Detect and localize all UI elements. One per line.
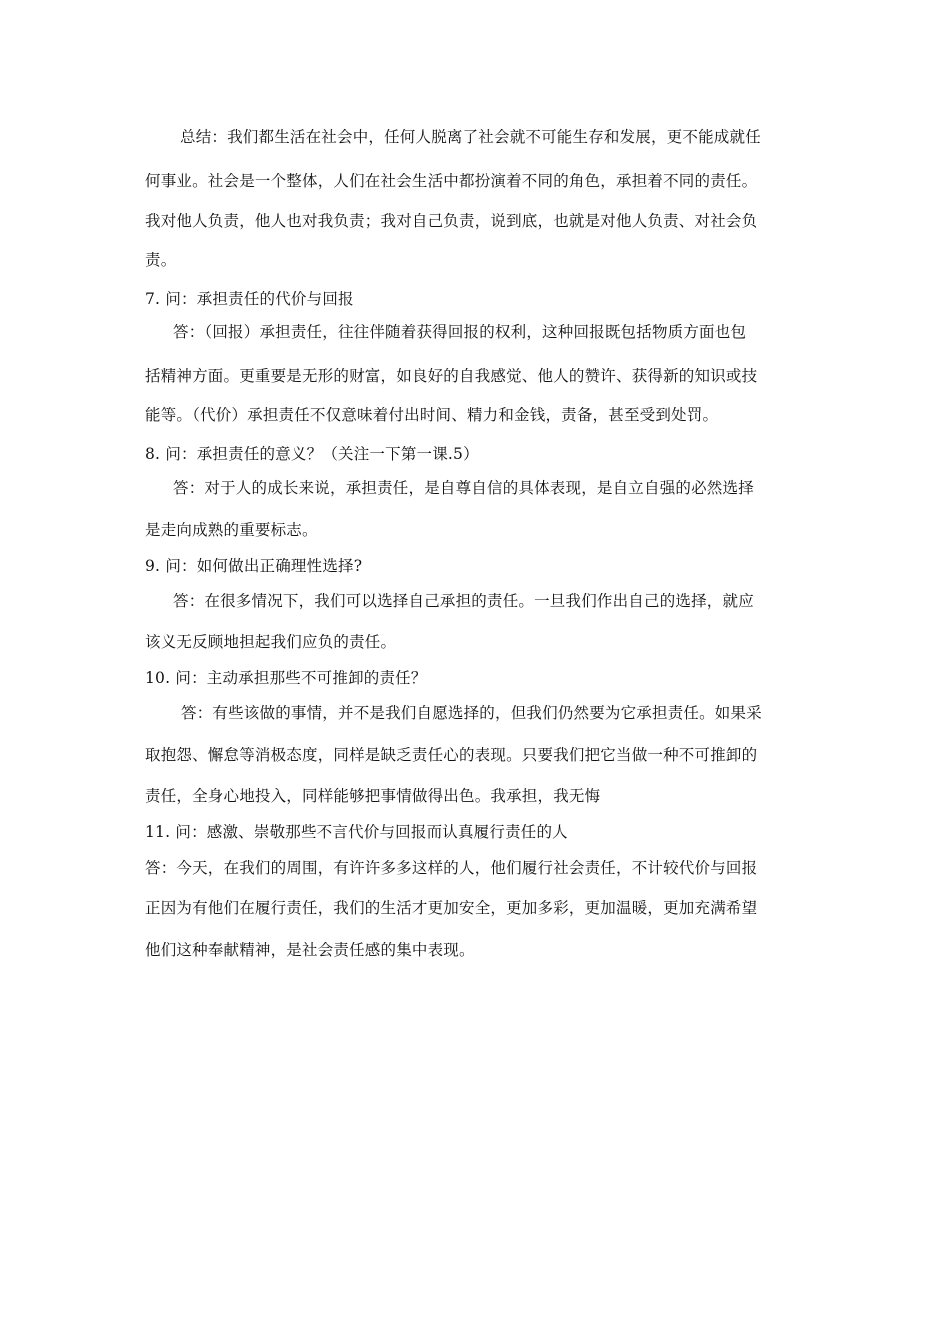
question-7: 7. 问：承担责任的代价与回报 bbox=[145, 290, 354, 308]
question-10: 10. 问：主动承担那些不可推卸的责任？ bbox=[145, 669, 427, 687]
answer-10-line: 答：有些该做的事情，并不是我们自愿选择的，但我们仍然要为它承担责任。如果采 bbox=[181, 704, 762, 722]
question-11: 11. 问：感激、崇敬那些不言代价与回报而认真履行责任的人 bbox=[145, 823, 568, 841]
question-8: 8. 问：承担责任的意义？（关注一下第一课.5） bbox=[145, 445, 479, 463]
question-9: 9. 问：如何做出正确理性选择? bbox=[145, 557, 363, 575]
summary-line: 责。 bbox=[145, 251, 177, 269]
answer-7-line: 答：（回报）承担责任，往往伴随着获得回报的权利，这种回报既包括物质方面也包 bbox=[173, 323, 747, 341]
answer-8-line: 是走向成熟的重要标志。 bbox=[145, 521, 318, 539]
summary-line: 总结：我们都生活在社会中，任何人脱离了社会就不可能生存和发展，更不能成就任 bbox=[180, 128, 761, 146]
summary-line: 我对他人负责，他人也对我负责；我对自己负责，说到底，也就是对他人负责、对社会负 bbox=[145, 212, 758, 230]
answer-8-line: 答：对于人的成长来说，承担责任，是自尊自信的具体表现，是自立自强的必然选择 bbox=[173, 479, 754, 497]
answer-11-line: 他们这种奉献精神，是社会责任感的集中表现。 bbox=[145, 941, 475, 959]
answer-10-line: 取抱怨、懈怠等消极态度，同样是缺乏责任心的表现。只要我们把它当做一种不可推卸的 bbox=[145, 746, 758, 764]
answer-11-line: 答：今天，在我们的周围，有许许多多这样的人，他们履行社会责任，不计较代价与回报 bbox=[145, 859, 758, 877]
summary-line: 何事业。社会是一个整体，人们在社会生活中都扮演着不同的角色，承担着不同的责任。 bbox=[145, 172, 758, 190]
answer-9-line: 该义无反顾地担起我们应负的责任。 bbox=[145, 633, 397, 651]
answer-7-line: 能等。（代价）承担责任不仅意味着付出时间、精力和金钱，责备，甚至受到处罚。 bbox=[145, 406, 719, 424]
answer-10-line: 责任，全身心地投入，同样能够把事情做得出色。我承担，我无悔 bbox=[145, 787, 601, 805]
answer-9-line: 答：在很多情况下，我们可以选择自己承担的责任。一旦我们作出自己的选择，就应 bbox=[173, 592, 754, 610]
answer-11-line: 正因为有他们在履行责任，我们的生活才更加安全，更加多彩，更加温暖，更加充满希望 bbox=[145, 899, 758, 917]
answer-7-line: 括精神方面。更重要是无形的财富，如良好的自我感觉、他人的赞许、获得新的知识或技 bbox=[145, 367, 758, 385]
